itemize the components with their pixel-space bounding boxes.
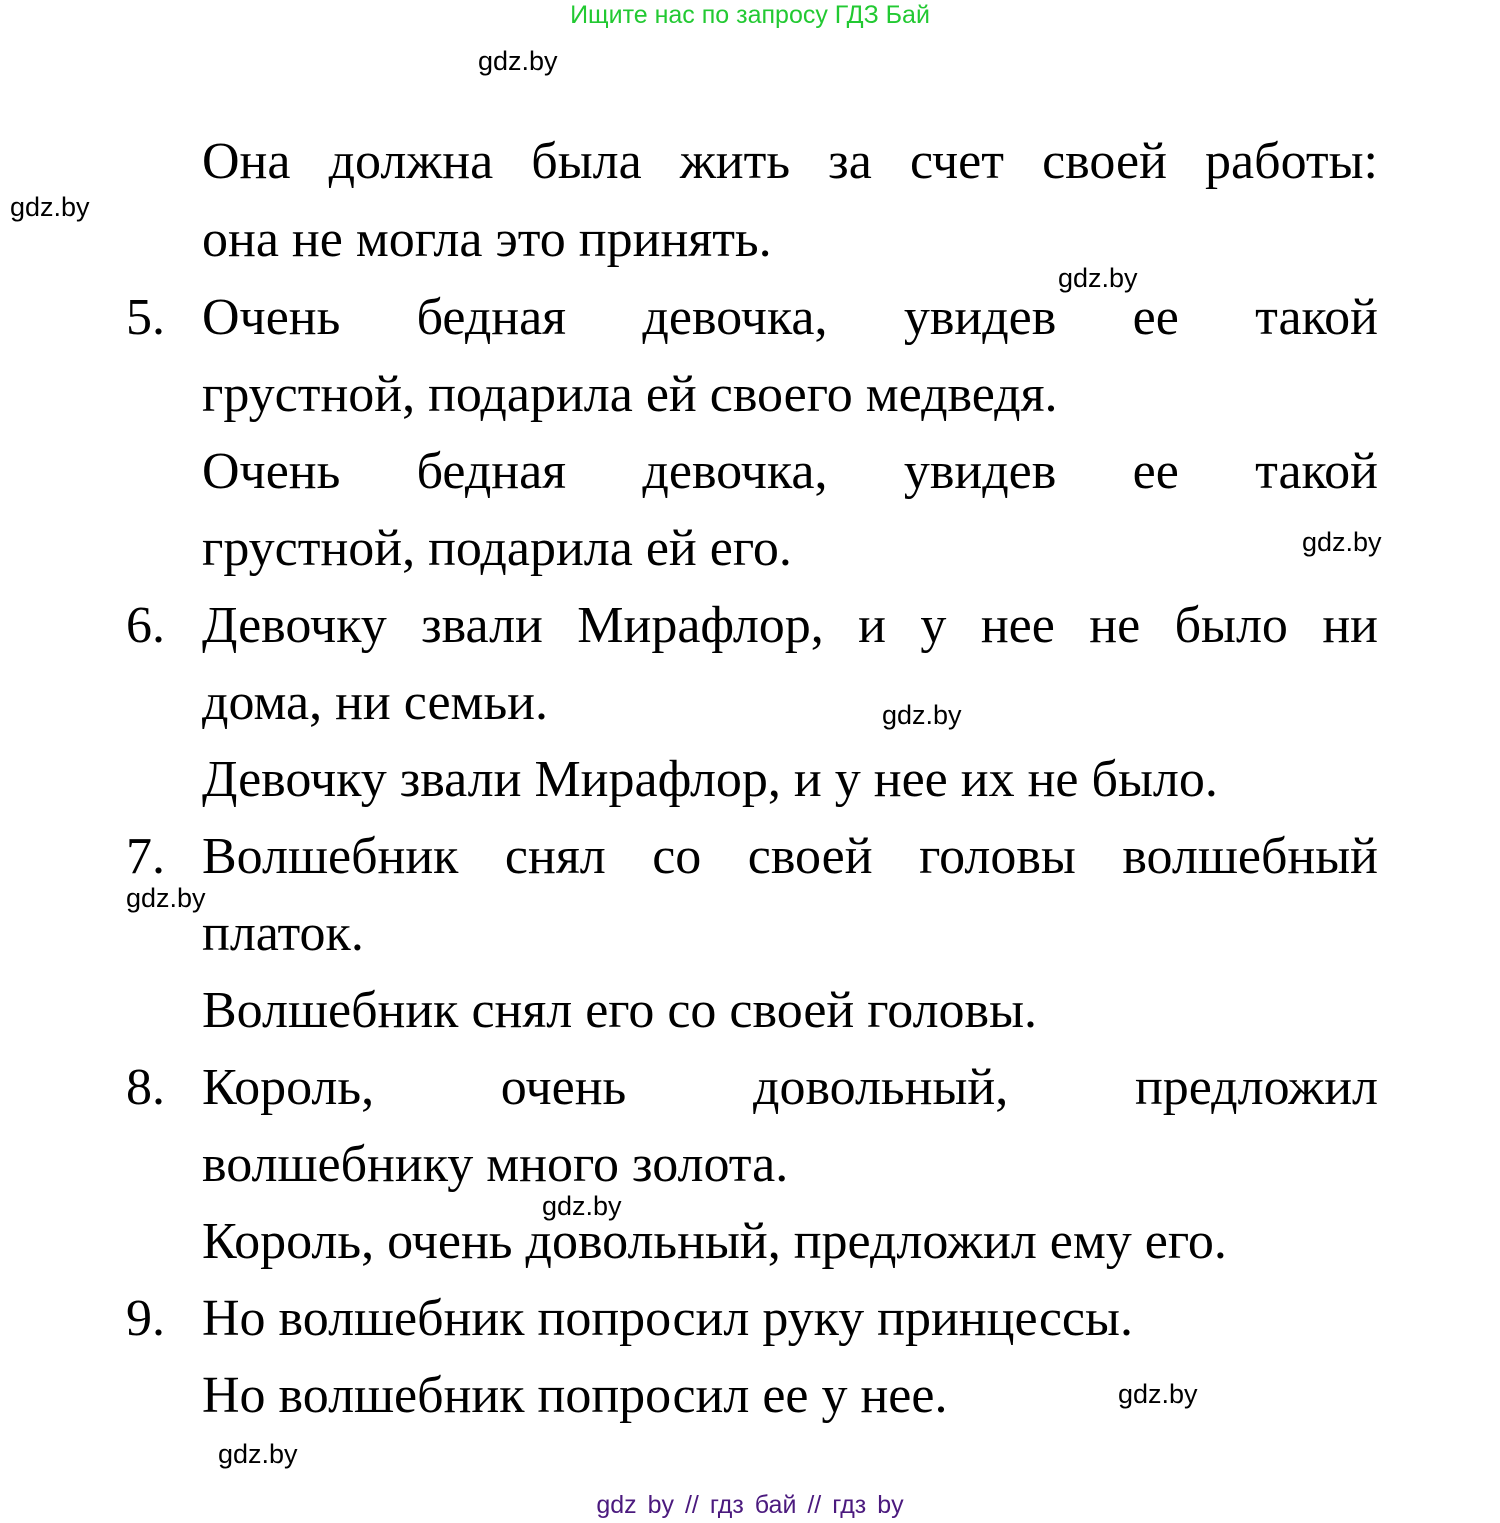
intro-line: Она должна была жить за счет своей работы: <box>202 133 1378 190</box>
item-original-line: Волшебник снял со своей головы волшебный <box>202 828 1378 885</box>
watermark: gdz.by <box>126 883 206 913</box>
item-rewritten-line: Король, очень довольный, предложил ему его. <box>202 1213 1227 1270</box>
watermark: gdz.by <box>1118 1379 1198 1409</box>
watermark: gdz.by <box>10 192 90 222</box>
item-original-line: платок. <box>202 905 364 962</box>
item-rewritten-line: Волшебник снял его со своей головы. <box>202 982 1038 1039</box>
item-original-line: волшебнику много золота. <box>202 1136 789 1193</box>
watermark: gdz.by <box>882 700 962 730</box>
item-original-line: дома, ни семьи. <box>202 674 548 731</box>
item-original-line: грустной, подарила ей своего медведя. <box>202 366 1058 423</box>
item-original-line: Очень бедная девочка, увидев ее такой <box>202 289 1378 346</box>
item-rewritten-line: Но волшебник попросил ее у нее. <box>202 1367 948 1424</box>
intro-line: она не могла это принять. <box>202 211 772 268</box>
item-number: 8. <box>126 1059 165 1116</box>
item-number: 5. <box>126 289 165 346</box>
item-original-line: Девочку звали Мирафлор, и у нее не было ни <box>202 597 1378 654</box>
watermark: gdz.by <box>1302 527 1382 557</box>
watermark: gdz.by <box>1058 263 1138 293</box>
item-rewritten-line: Девочку звали Мирафлор, и у нее их не было. <box>202 751 1218 808</box>
item-number: 6. <box>126 597 165 654</box>
watermark: gdz.by <box>542 1191 622 1221</box>
item-number: 9. <box>126 1290 165 1347</box>
item-original-line: Но волшебник попросил руку принцессы. <box>202 1290 1133 1347</box>
item-original-line: Король, очень довольный, предложил <box>202 1059 1378 1116</box>
item-number: 7. <box>126 828 165 885</box>
footer-links[interactable]: gdz by // гдз бай // гдз by <box>596 1491 904 1519</box>
item-rewritten-line: Очень бедная девочка, увидев ее такой <box>202 443 1378 500</box>
search-hint-link[interactable]: Ищите нас по запросу ГДЗ Бай <box>570 1 930 29</box>
watermark: gdz.by <box>218 1439 298 1469</box>
item-rewritten-line: грустной, подарила ей его. <box>202 520 792 577</box>
watermark: gdz.by <box>478 46 558 76</box>
